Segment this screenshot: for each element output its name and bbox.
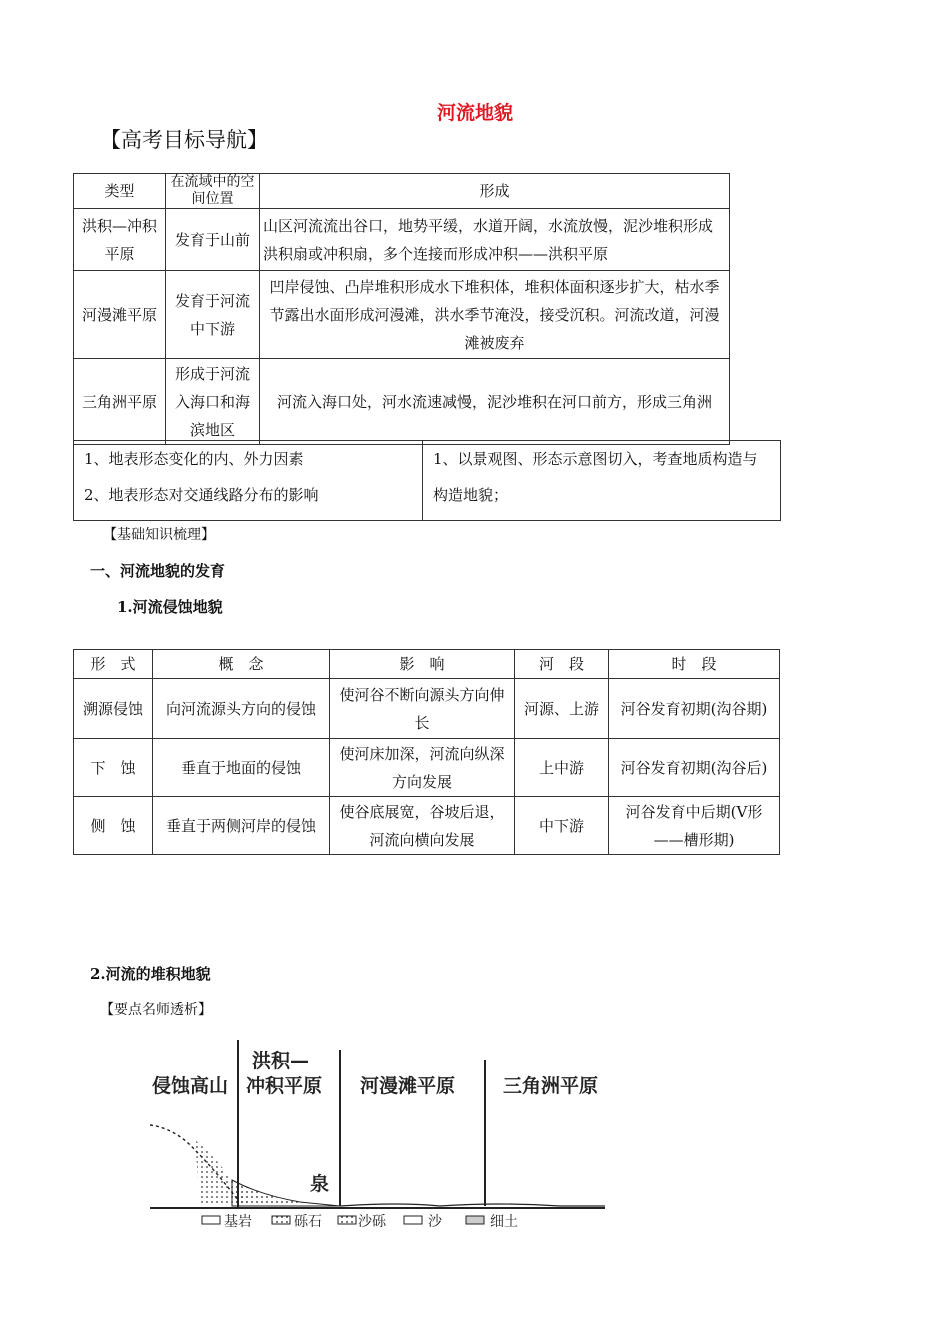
legend-label: 细土 [490, 1214, 518, 1230]
document-title: 河流地貌 [436, 102, 513, 124]
legend-swatch [404, 1216, 422, 1224]
table-header-cell: 类型 [74, 174, 166, 209]
goals-table [73, 440, 781, 521]
zone-label: 侵蚀高山 [152, 1075, 229, 1097]
table-header-cell: 形成 [260, 174, 730, 209]
goal-item: 1、以景观图、形态示意图切入，考查地质构造与构造地貌； [433, 450, 758, 504]
table-cell: 侧 蚀 [74, 797, 153, 855]
table-cell: 凹岸侵蚀、凸岸堆积形成水下堆积体，堆积体面积逐步扩大，枯水季节露出水面形成河漫滩，洪水季节淹没，接受沉积。河流改道，河漫滩被废弃 [260, 271, 730, 359]
subsection-heading: 2.河流的堆积地貌 [90, 965, 211, 983]
legend-label: 基岩 [224, 1214, 252, 1230]
zone-label: 洪积— [252, 1050, 310, 1072]
legend [202, 1213, 518, 1230]
zone-label: 河漫滩平原 [360, 1075, 456, 1097]
table-cell: 中下游 [515, 797, 609, 855]
legend-label: 沙砾 [358, 1214, 386, 1230]
zone-label: 冲积平原 [246, 1075, 323, 1097]
table-cell: 河流入海口处，河水流速减慢，泥沙堆积在河口前方，形成三角洲 [260, 359, 730, 445]
floodplain-surface [340, 1204, 605, 1206]
table-header-row [74, 650, 780, 679]
table-cell: 上中游 [515, 739, 609, 797]
table-cell: 向河流源头方向的侵蚀 [153, 679, 330, 739]
table-cell: 河谷发育中后期(V形——槽形期) [609, 797, 780, 855]
section-heading: 一、河流地貌的发育 [90, 562, 226, 580]
table-header-cell: 在流域中的空间位置 [166, 174, 260, 209]
plain-types-table [73, 173, 730, 445]
nav-heading: 【高考目标导航】 [100, 128, 268, 152]
goal-item: 2、地表形态对交通线路分布的影响 [84, 486, 319, 504]
goals-right-cell [423, 441, 781, 521]
goal-item: 1、地表形态变化的内、外力因素 [84, 450, 304, 468]
table-cell: 河漫滩平原 [74, 271, 166, 359]
table-cell: 使河床加深，河流向纵深方向发展 [330, 739, 515, 797]
legend-swatch [466, 1216, 484, 1224]
table-cell: 使河谷不断向源头方向伸长 [330, 679, 515, 739]
table-header-row [74, 174, 730, 209]
table-header-cell: 时 段 [609, 650, 780, 679]
erosion-table [73, 649, 780, 855]
table-cell: 垂直于两侧河岸的侵蚀 [153, 797, 330, 855]
table-header-cell: 形 式 [74, 650, 153, 679]
section-label: 【基础知识梳理】 [103, 527, 215, 543]
goals-left-cell [74, 441, 423, 521]
table-cell: 发育于山前 [166, 209, 260, 271]
table-cell: 下 蚀 [74, 739, 153, 797]
table-cell: 发育于河流中下游 [166, 271, 260, 359]
table-row [74, 797, 780, 855]
table-cell: 三角洲平原 [74, 359, 166, 445]
subsection-heading: 1.河流侵蚀地貌 [117, 598, 223, 616]
table-cell: 溯源侵蚀 [74, 679, 153, 739]
spring-label: 泉 [310, 1173, 330, 1195]
table-cell: 使谷底展宽，谷坡后退，河流向横向发展 [330, 797, 515, 855]
table-row [74, 739, 780, 797]
table-cell: 山区河流流出谷口，地势平缓，水道开阔，水流放慢，泥沙堆积形成洪积扇或冲积扇，多个连接而形成冲积——洪积平原 [260, 209, 730, 271]
legend-label: 沙 [428, 1214, 442, 1230]
table-cell: 河源、上游 [515, 679, 609, 739]
table-cell: 洪积—冲积平原 [74, 209, 166, 271]
zone-label: 三角洲平原 [503, 1075, 599, 1097]
table-header-cell: 概 念 [153, 650, 330, 679]
table-row [74, 271, 730, 359]
table-row [74, 209, 730, 271]
legend-label: 砾石 [294, 1214, 322, 1230]
table-row [74, 679, 780, 739]
analysis-label: 【要点名师透析】 [100, 1002, 212, 1018]
table-cell: 垂直于地面的侵蚀 [153, 739, 330, 797]
river-landform-diagram [140, 1030, 610, 1242]
table-cell: 形成于河流入海口和海滨地区 [166, 359, 260, 445]
table-header-cell: 影 响 [330, 650, 515, 679]
table-header-cell: 河 段 [515, 650, 609, 679]
table-row [74, 441, 781, 521]
table-row [74, 359, 730, 445]
legend-swatch [338, 1216, 356, 1224]
legend-swatch [202, 1216, 220, 1224]
table-cell: 河谷发育初期(沟谷期) [609, 679, 780, 739]
legend-swatch [272, 1216, 290, 1224]
table-cell: 河谷发育初期(沟谷后) [609, 739, 780, 797]
